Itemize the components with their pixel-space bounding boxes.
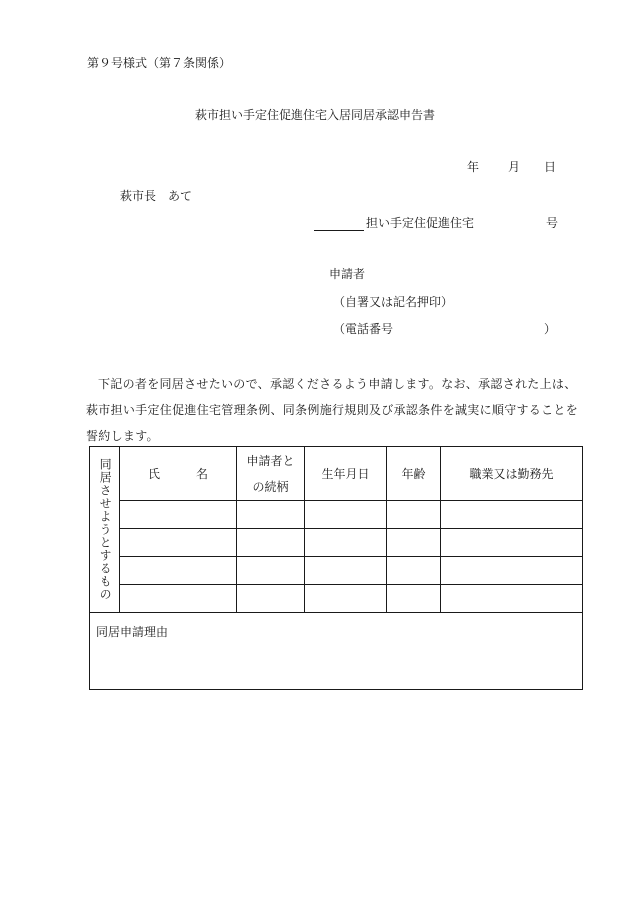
occupation-input-cell[interactable]	[441, 501, 583, 529]
table-row	[90, 557, 583, 585]
col-header-relation-line1: 申請者と	[246, 453, 295, 468]
col-header-birthdate: 生年月日	[305, 447, 387, 501]
form-number: 第９号様式（第７条関係）	[87, 56, 232, 70]
date-year-label: 年	[467, 160, 480, 174]
relation-input-cell[interactable]	[237, 557, 305, 585]
name-input-cell[interactable]	[120, 529, 237, 557]
col-header-occupation: 職業又は勤務先	[441, 447, 583, 501]
table-header-row	[90, 447, 583, 501]
occupation-input-cell[interactable]	[441, 585, 583, 613]
applicant-label: 申請者	[329, 267, 366, 281]
age-input-cell[interactable]	[387, 585, 441, 613]
table-row	[90, 529, 583, 557]
occupation-input-cell[interactable]	[441, 557, 583, 585]
row-header-vertical-text: 同居させようとするもの	[98, 458, 113, 601]
col-header-name	[120, 447, 237, 501]
relation-input-cell[interactable]	[237, 501, 305, 529]
addressee: 萩市長 あて	[120, 189, 193, 203]
col-header-age: 年齢	[387, 447, 441, 501]
col-header-name-part1: 氏	[148, 467, 161, 481]
name-input-cell[interactable]	[120, 585, 237, 613]
birthdate-input-cell[interactable]	[305, 557, 387, 585]
table-row	[90, 585, 583, 613]
col-header-relation-line2: の続柄	[252, 479, 289, 494]
col-header-relation	[237, 447, 305, 501]
date-day-label: 日	[544, 160, 557, 174]
declaration-text: 下記の者を同居させたいので、承認くださるよう申請します。なお、承認された上は、萩市担い手定住促進住宅管理条例、同条例施行規則及び承認条件を誠実に順守することを誓約します。	[86, 377, 579, 443]
birthdate-input-cell[interactable]	[305, 501, 387, 529]
relation-input-cell[interactable]	[237, 585, 305, 613]
reason-box[interactable]	[89, 611, 583, 690]
housing-blank-field[interactable]	[314, 218, 364, 231]
age-input-cell[interactable]	[387, 557, 441, 585]
row-header-cell	[90, 447, 120, 613]
birthdate-input-cell[interactable]	[305, 529, 387, 557]
housing-line	[314, 214, 474, 231]
signature-note: （自署又は記名押印）	[333, 295, 454, 309]
reason-label: 同居申請理由	[96, 625, 169, 639]
housing-number-suffix: 号	[546, 216, 559, 230]
housing-name: 担い手定住促進住宅	[366, 216, 475, 230]
name-input-cell[interactable]	[120, 501, 237, 529]
relation-input-cell[interactable]	[237, 529, 305, 557]
age-input-cell[interactable]	[387, 529, 441, 557]
date-month-label: 月	[508, 160, 521, 174]
col-header-name-part2: 名	[195, 467, 208, 481]
table-row	[90, 501, 583, 529]
document-title: 萩市担い手定住促進住宅入居同居承認申告書	[194, 108, 435, 122]
age-input-cell[interactable]	[387, 501, 441, 529]
birthdate-input-cell[interactable]	[305, 585, 387, 613]
name-input-cell[interactable]	[120, 557, 237, 585]
occupation-input-cell[interactable]	[441, 529, 583, 557]
cohabitants-table	[89, 446, 583, 613]
phone-close-paren: ）	[544, 322, 557, 336]
phone-label: （電話番号	[333, 322, 394, 336]
